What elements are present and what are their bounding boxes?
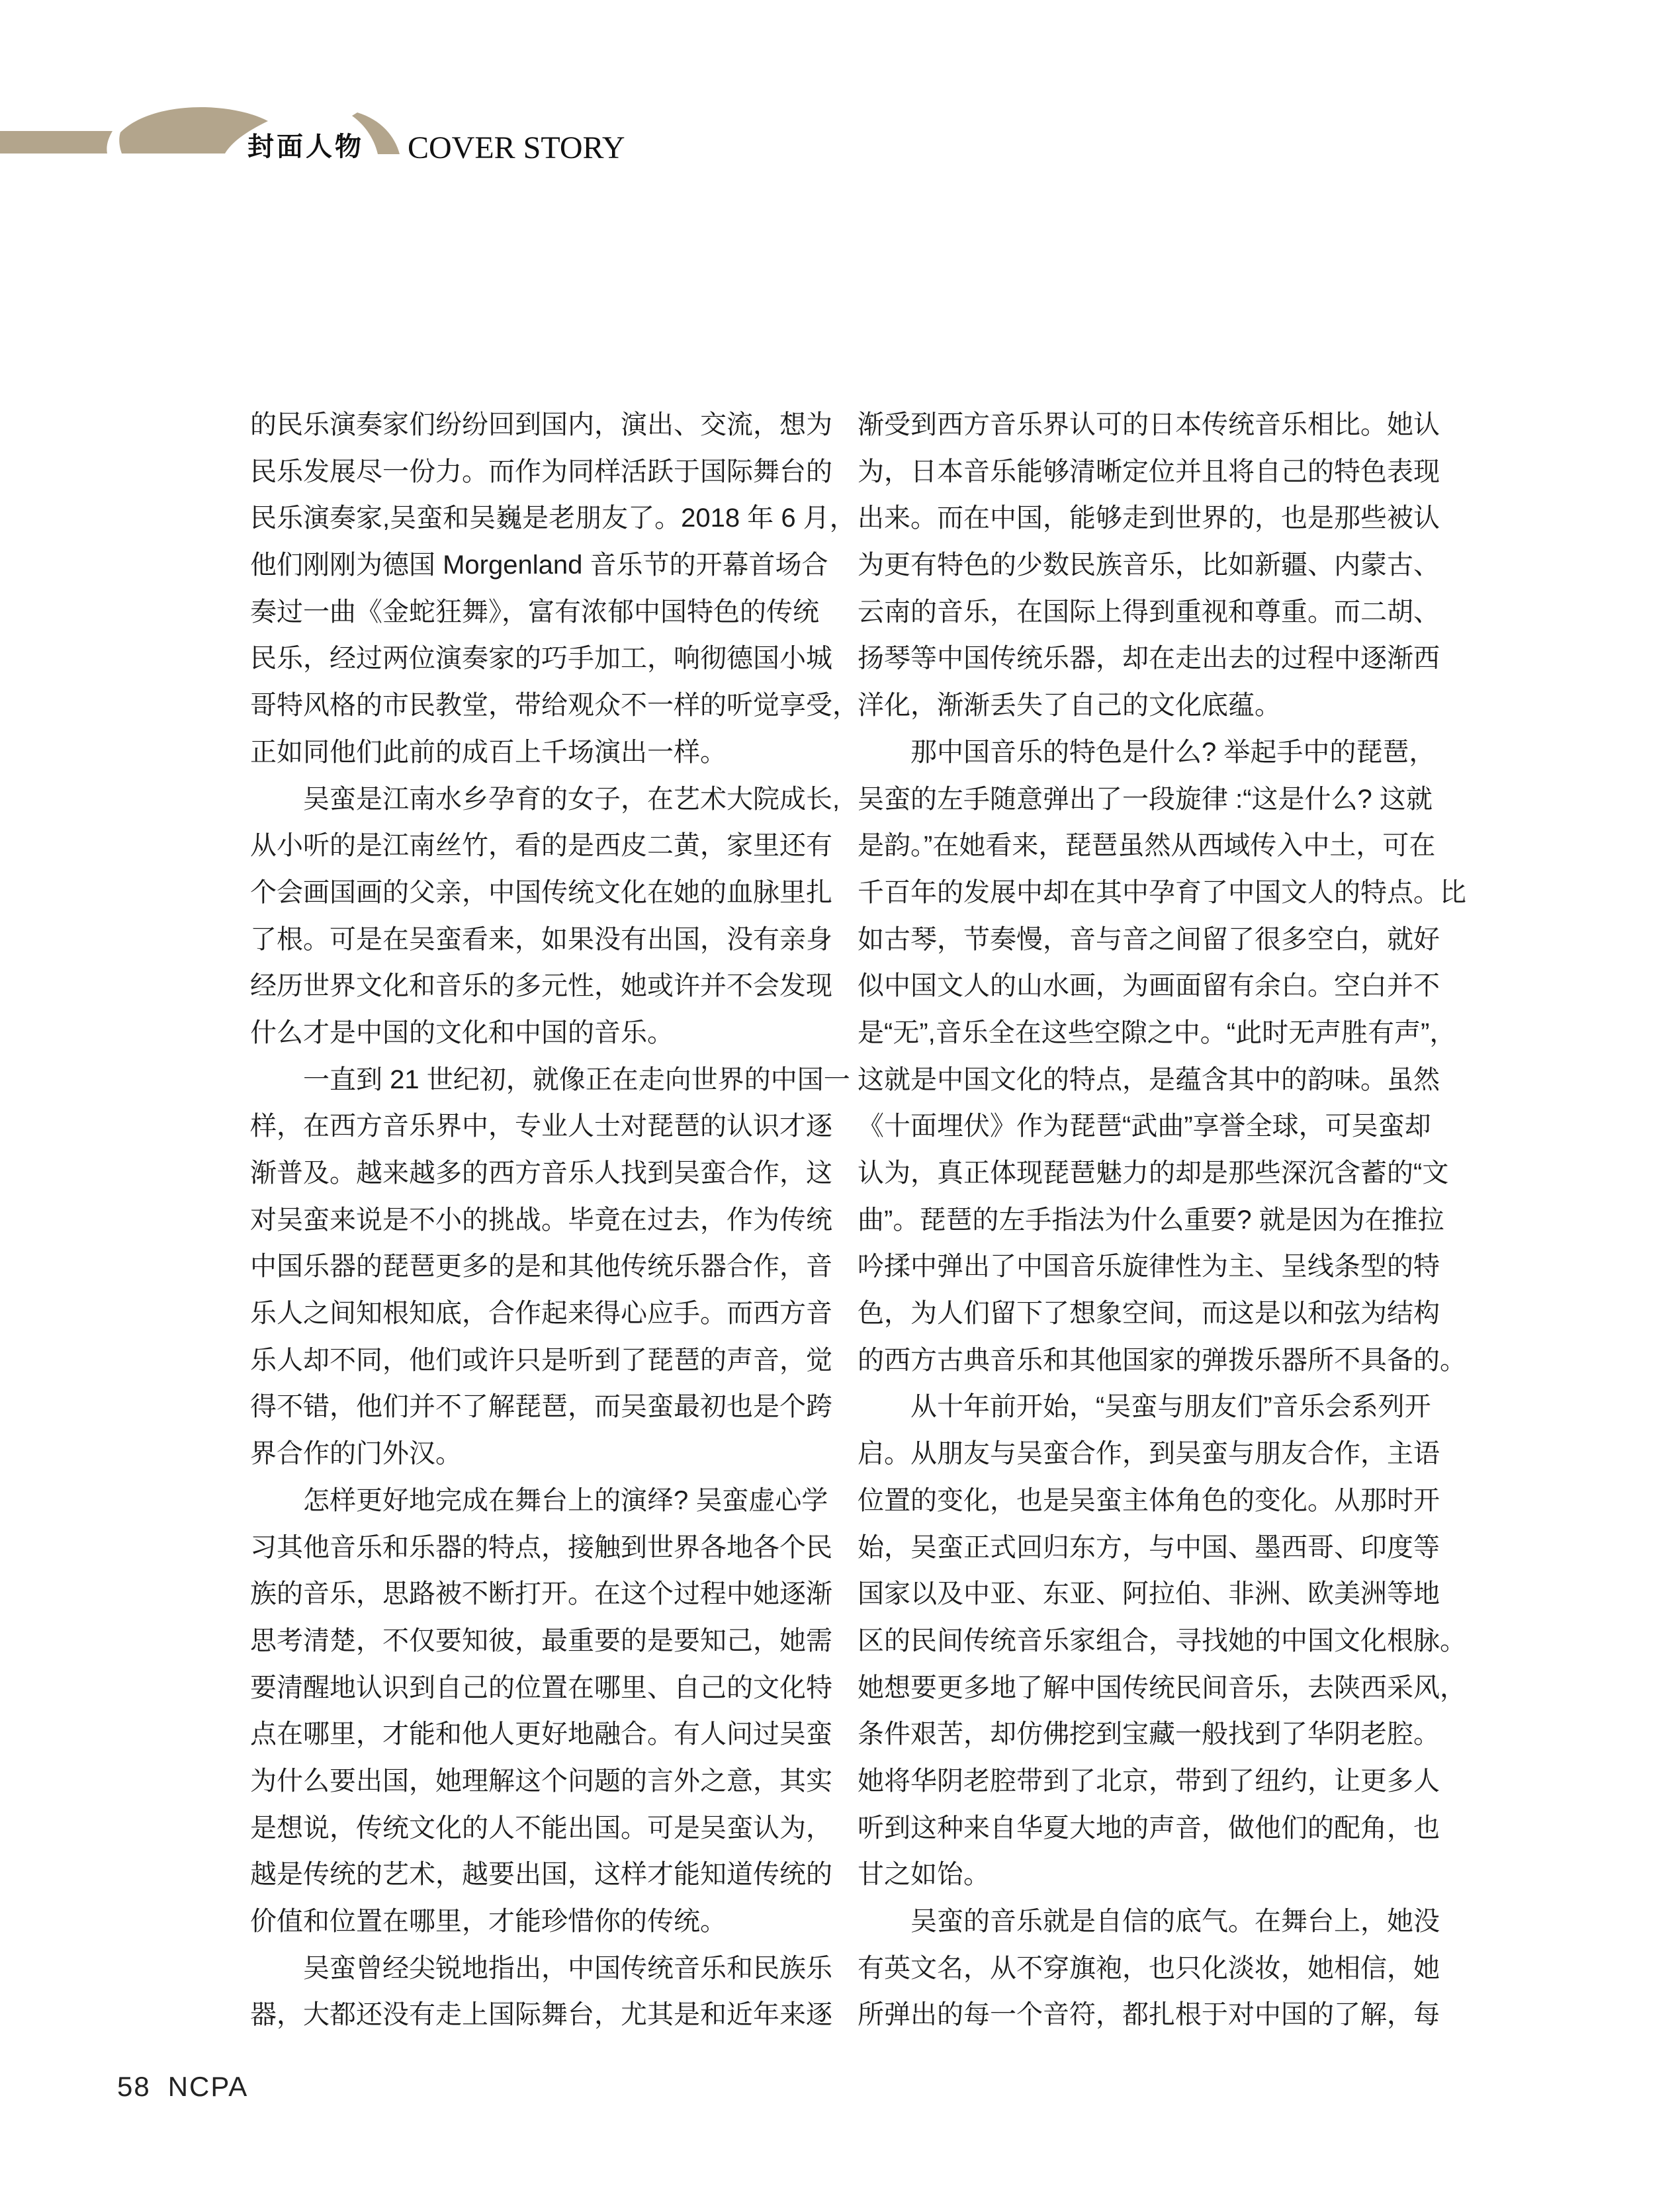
text-line: 是“无”,音乐全在这些空隙之中。“此时无声胜有声”， bbox=[858, 1018, 1456, 1047]
text-line: 听到这种来自华夏大地的声音，做他们的配角，也 bbox=[858, 1813, 1440, 1843]
article-column-right bbox=[858, 402, 1466, 2038]
text-line: 器，大都还没有走上国际舞台，尤其是和近年来逐 bbox=[250, 2000, 832, 2030]
text-line: 界合作的门外汉。 bbox=[250, 1439, 462, 1469]
text-line: 从十年前开始，“吴蛮与朋友们”音乐会系列开 bbox=[858, 1392, 1431, 1422]
text-line: 乐人之间知根知底，合作起来得心应手。而西方音 bbox=[250, 1299, 832, 1329]
text-line: 所弹出的每一个音符，都扎根于对中国的了解，每 bbox=[858, 2000, 1440, 2030]
text-line: 吴蛮的左手随意弹出了一段旋律 :“这是什么? 这就 bbox=[858, 784, 1433, 814]
text-line: 什么才是中国的文化和中国的音乐。 bbox=[250, 1018, 674, 1047]
text-line: 民乐，经过两位演奏家的巧手加工，响彻德国小城 bbox=[250, 644, 832, 674]
text-line: 为什么要出国，她理解这个问题的言外之意，其实 bbox=[250, 1766, 832, 1796]
section-title-zh: 封面人物 bbox=[247, 132, 364, 161]
text-line: 渐普及。越来越多的西方音乐人找到吴蛮合作，这 bbox=[250, 1159, 832, 1188]
text-line: 这就是中国文化的特点，是蕴含其中的韵味。虽然 bbox=[858, 1065, 1440, 1094]
text-line: 位置的变化，也是吴蛮主体角色的变化。从那时开 bbox=[858, 1485, 1440, 1515]
text-line: 的西方古典音乐和其他国家的弹拨乐器所不具备的。 bbox=[858, 1345, 1466, 1375]
text-line: 国家以及中亚、东亚、阿拉伯、非洲、欧美洲等地 bbox=[858, 1579, 1440, 1609]
text-line: 样，在西方音乐界中，专业人士对琵琶的认识才逐 bbox=[250, 1112, 832, 1141]
text-line: 经历世界文化和音乐的多元性，她或许并不会发现 bbox=[250, 971, 832, 1001]
text-line: 了根。可是在吴蛮看来，如果没有出国，没有亲身 bbox=[250, 924, 832, 954]
text-line: 点在哪里，才能和他人更好地融合。有人问过吴蛮 bbox=[250, 1720, 832, 1749]
header-graphic bbox=[0, 0, 430, 172]
text-line: 个会画国画的父亲，中国传统文化在她的血脉里扎 bbox=[250, 877, 832, 907]
text-line: 云南的音乐，在国际上得到重视和尊重。而二胡、 bbox=[858, 597, 1440, 627]
text-line: 似中国文人的山水画，为画面留有余白。空白并不 bbox=[858, 971, 1440, 1001]
text-line: 族的音乐，思路被不断打开。在这个过程中她逐渐 bbox=[250, 1579, 832, 1609]
section-title-en: COVER STORY bbox=[408, 130, 625, 165]
text-line: 条件艰苦，却仿佛挖到宝藏一般找到了华阴老腔。 bbox=[858, 1720, 1440, 1749]
text-line: 色，为人们留下了想象空间，而这是以和弦为结构 bbox=[858, 1299, 1440, 1329]
text-line: 是想说，传统文化的人不能出国。可是吴蛮认为， bbox=[250, 1813, 832, 1843]
page-number: 58 bbox=[117, 2071, 151, 2102]
text-line: 那中国音乐的特色是什么? 举起手中的琵琶， bbox=[858, 737, 1436, 767]
text-line: 千百年的发展中却在其中孕育了中国文人的特点。比 bbox=[858, 877, 1466, 907]
page-footer bbox=[117, 2071, 248, 2103]
header-leaf-shape bbox=[119, 107, 268, 153]
text-line: 价值和位置在哪里，才能珍惜你的传统。 bbox=[250, 1907, 727, 1936]
text-line: 从小听的是江南丝竹，看的是西皮二黄，家里还有 bbox=[250, 831, 832, 861]
text-line: 她将华阴老腔带到了北京，带到了纽约，让更多人 bbox=[858, 1766, 1440, 1796]
text-line: 认为，真正体现琵琶魅力的却是那些深沉含蓄的“文 bbox=[858, 1159, 1449, 1188]
text-line: 扬琴等中国传统乐器，却在走出去的过程中逐渐西 bbox=[858, 644, 1440, 674]
article-column-left bbox=[250, 402, 859, 2038]
text-line: 为更有特色的少数民族音乐，比如新疆、内蒙古、 bbox=[858, 550, 1440, 580]
text-line: 正如同他们此前的成百上千场演出一样。 bbox=[250, 737, 727, 767]
text-line: 洋化，渐渐丢失了自己的文化底蕴。 bbox=[858, 691, 1281, 721]
text-line: 吟揉中弹出了中国音乐旋律性为主、呈线条型的特 bbox=[858, 1252, 1440, 1282]
text-line: 吴蛮的音乐就是自信的底气。在舞台上，她没 bbox=[858, 1907, 1440, 1936]
text-line: 如古琴，节奏慢，音与音之间留了很多空白，就好 bbox=[858, 924, 1440, 954]
text-line: 渐受到西方音乐界认可的日本传统音乐相比。她认 bbox=[858, 410, 1440, 439]
text-line: 始，吴蛮正式回归东方，与中国、墨西哥、印度等 bbox=[858, 1532, 1440, 1562]
text-line: 一直到 21 世纪初，就像正在走向世界的中国一 bbox=[250, 1065, 850, 1094]
text-line: 得不错，他们并不了解琵琶，而吴蛮最初也是个跨 bbox=[250, 1392, 832, 1422]
text-line: 甘之如饴。 bbox=[858, 1860, 990, 1890]
text-line: 他们刚刚为德国 Morgenland 音乐节的开幕首场合 bbox=[250, 550, 828, 580]
text-line: 为，日本音乐能够清晰定位并且将自己的特色表现 bbox=[858, 457, 1440, 486]
text-line: 乐人却不同，他们或许只是听到了琵琶的声音，觉 bbox=[250, 1345, 832, 1375]
header-bar-shape bbox=[0, 131, 112, 153]
text-line: 怎样更好地完成在舞台上的演绎? 吴蛮虚心学 bbox=[250, 1485, 828, 1515]
text-line: 哥特风格的市民教堂，带给观众不一样的听觉享受， bbox=[250, 691, 859, 721]
text-line: 习其他音乐和乐器的特点，接触到世界各地各个民 bbox=[250, 1532, 832, 1562]
text-line: 吴蛮是江南水乡孕育的女子，在艺术大院成长, bbox=[250, 784, 840, 814]
text-line: 她想要更多地了解中国传统民间音乐，去陕西采风， bbox=[858, 1673, 1466, 1702]
text-line: 《十面埋伏》作为琵琶“武曲”享誉全球，可吴蛮却 bbox=[858, 1112, 1431, 1141]
text-line: 越是传统的艺术，越要出国，这样才能知道传统的 bbox=[250, 1860, 832, 1890]
text-line: 启。从朋友与吴蛮合作，到吴蛮与朋友合作，主语 bbox=[858, 1439, 1440, 1469]
text-line: 的民乐演奏家们纷纷回到国内，演出、交流，想为 bbox=[250, 410, 832, 439]
text-line: 民乐演奏家,吴蛮和吴巍是老朋友了。2018 年 6 月， bbox=[250, 503, 856, 533]
text-line: 吴蛮曾经尖锐地指出，中国传统音乐和民族乐 bbox=[250, 1953, 832, 1983]
magazine-brand: NCPA bbox=[167, 2071, 249, 2102]
text-line: 中国乐器的琵琶更多的是和其他传统乐器合作，音 bbox=[250, 1252, 832, 1282]
text-line: 奏过一曲《金蛇狂舞》，富有浓郁中国特色的传统 bbox=[250, 597, 819, 627]
text-line: 曲”。琵琶的左手指法为什么重要? 就是因为在推拉 bbox=[858, 1205, 1444, 1235]
text-line: 是韵。”在她看来，琵琶虽然从西域传入中土，可在 bbox=[858, 831, 1436, 861]
text-line: 思考清楚，不仅要知彼，最重要的是要知己，她需 bbox=[250, 1626, 832, 1655]
text-line: 有英文名，从不穿旗袍，也只化淡妆，她相信，她 bbox=[858, 1953, 1440, 1983]
text-line: 对吴蛮来说是不小的挑战。毕竟在过去，作为传统 bbox=[250, 1205, 832, 1235]
text-line: 要清醒地认识到自己的位置在哪里、自己的文化特 bbox=[250, 1673, 832, 1702]
text-line: 民乐发展尽一份力。而作为同样活跃于国际舞台的 bbox=[250, 457, 832, 486]
text-line: 区的民间传统音乐家组合，寻找她的中国文化根脉。 bbox=[858, 1626, 1466, 1655]
text-line: 出来。而在中国，能够走到世界的，也是那些被认 bbox=[858, 503, 1440, 533]
